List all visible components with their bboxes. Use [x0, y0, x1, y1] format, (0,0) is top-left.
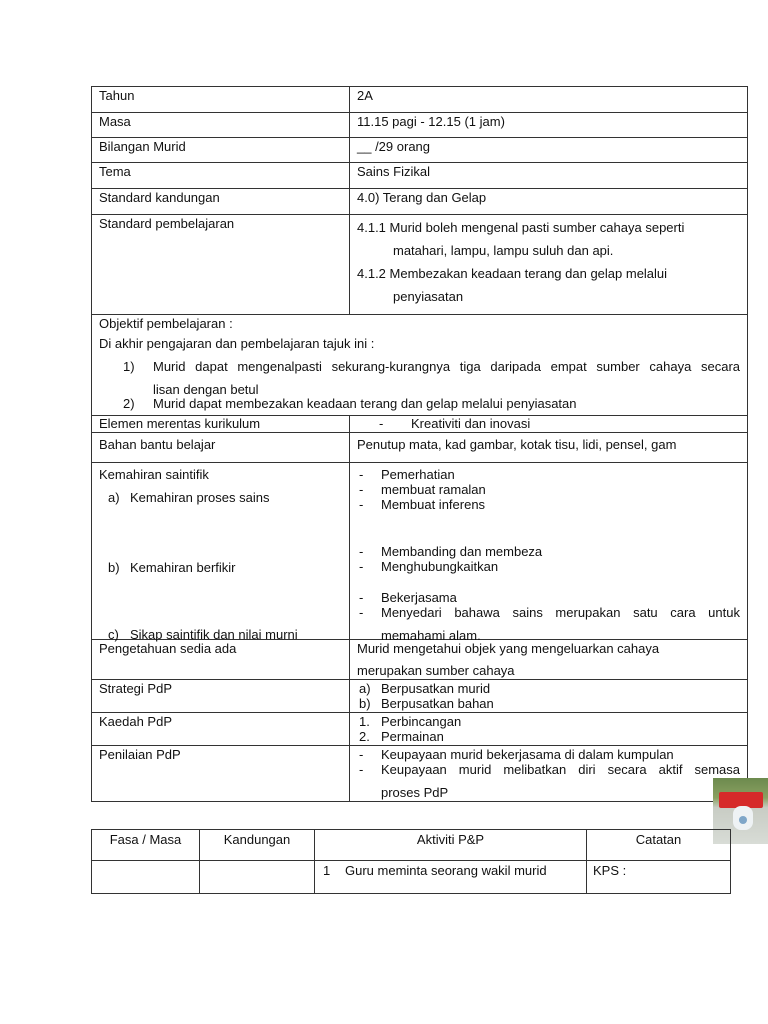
objektif-item-1-num: 1) — [123, 359, 135, 374]
list-item: - Keupayaan murid bekerjasama di dalam kumpulan — [359, 747, 674, 762]
list-item: - membuat ramalan — [359, 482, 486, 497]
list-item: memahami alam. — [381, 628, 481, 643]
kemahiran-proses-list — [359, 467, 740, 512]
label-sk: Standard kandungan — [92, 189, 350, 215]
cell-catatan: KPS : — [587, 861, 731, 894]
list-item: - Membanding dan membeza — [359, 544, 543, 559]
list-item: - Keupayaan murid melibatkan diri secara aktif semasa — [359, 762, 740, 777]
list-item: - Menyedari bahawa sains merupakan satu cara untuk — [359, 605, 740, 620]
objektif-item-1a: Murid dapat mengenalpasti sekurang-kurangnya tiga daripada empat sumber cahaya secara — [153, 359, 740, 374]
label-kaedah: Kaedah PdP — [92, 713, 350, 746]
objektif-item-2 — [99, 397, 740, 411]
label-sp: Standard pembelajaran — [92, 215, 350, 315]
label-tahun: Tahun — [92, 87, 350, 113]
label-kemahiran — [92, 463, 350, 640]
objektif-item-1 — [99, 359, 740, 397]
header-aktiviti: Aktiviti P&P — [315, 830, 587, 861]
value-kaedah — [350, 713, 748, 746]
objektif-item-2a: Murid dapat membezakan keadaan terang dan gelap melalui penyiasatan — [153, 396, 577, 411]
kemahiran-c: c) Sikap saintifik dan nilai murni — [108, 627, 298, 642]
sp-item-2b: penyiasatan — [393, 289, 464, 304]
aktiviti-num: 1 — [323, 863, 331, 878]
list-item: proses PdP — [381, 785, 449, 800]
list-item: b) Berpusatkan bahan — [359, 696, 494, 711]
value-masa: 11.15 pagi - 12.15 (1 jam) — [350, 113, 748, 138]
list-item: - Menghubungkaitkan — [359, 559, 499, 574]
sp-item-2a: 4.1.2 Membezakan keadaan terang dan gelap melalui — [357, 266, 668, 281]
label-strategi: Strategi PdP — [92, 680, 350, 713]
header-fasa: Fasa / Masa — [92, 830, 200, 861]
value-bbb: Penutup mata, kad gambar, kotak tisu, lidi, pensel, gam — [350, 433, 748, 463]
label-masa: Masa — [92, 113, 350, 138]
list-item: 2. Permainan — [359, 729, 444, 744]
value-tema: Sains Fizikal — [350, 163, 748, 189]
lesson-plan-table — [91, 86, 748, 802]
header-kandungan: Kandungan — [200, 830, 315, 861]
value-pengetahuan — [350, 640, 748, 680]
value-sp — [350, 215, 748, 315]
objektif-item-2-num: 2) — [123, 396, 135, 411]
kemahiran-label: Kemahiran saintifik — [99, 467, 209, 482]
pengetahuan-b: merupakan sumber cahaya — [357, 663, 515, 678]
objektif-label: Objektif pembelajaran : — [99, 316, 233, 331]
objektif-item-1b: lisan dengan betul — [153, 382, 259, 397]
list-item: - Pemerhatian — [359, 467, 455, 482]
list-item: a) Berpusatkan murid — [359, 681, 491, 696]
value-penilaian — [350, 746, 748, 802]
objektif-intro: Di akhir pengajaran dan pembelajaran tajuk ini : — [99, 336, 375, 351]
kemahiran-berfikir-list — [359, 544, 740, 574]
value-kemahiran — [350, 463, 748, 643]
list-item: - Membuat inferens — [359, 497, 486, 512]
kemahiran-sikap-list — [359, 590, 740, 643]
objektif-cell — [92, 315, 748, 416]
value-tahun: 2A — [350, 87, 748, 113]
label-emk: Elemen merentas kurikulum — [92, 416, 350, 433]
aktiviti-text: Guru meminta seorang wakil murid — [345, 863, 547, 878]
cell-kandungan — [200, 861, 315, 894]
sp-item-1a: 4.1.1 Murid boleh mengenal pasti sumber cahaya seperti — [357, 220, 685, 235]
label-pengetahuan: Pengetahuan sedia ada — [92, 640, 350, 680]
list-item: - Bekerjasama — [359, 590, 457, 605]
kemahiran-a: a) Kemahiran proses sains — [108, 490, 270, 505]
list-item: 1. Perbincangan — [359, 714, 462, 729]
label-penilaian: Penilaian PdP — [92, 746, 350, 802]
value-bilangan: __ /29 orang — [350, 138, 748, 163]
label-bilangan: Bilangan Murid — [92, 138, 350, 163]
label-bbb: Bahan bantu belajar — [92, 433, 350, 463]
value-sk: 4.0) Terang dan Gelap — [350, 189, 748, 215]
emk-value: Kreativiti dan inovasi — [411, 416, 531, 431]
kemahiran-b: b) Kemahiran berfikir — [108, 560, 236, 575]
value-strategi — [350, 680, 748, 713]
header-catatan: Catatan — [587, 830, 731, 861]
activity-table — [91, 829, 731, 894]
cell-fasa — [92, 861, 200, 894]
emk-dash: - — [379, 416, 384, 431]
label-tema: Tema — [92, 163, 350, 189]
value-emk — [350, 416, 748, 433]
pengetahuan-a: Murid mengetahui objek yang mengeluarkan cahaya — [357, 641, 660, 656]
sp-item-1b: matahari, lampu, lampu suluh dan api. — [393, 243, 614, 258]
cell-aktiviti — [315, 861, 587, 894]
